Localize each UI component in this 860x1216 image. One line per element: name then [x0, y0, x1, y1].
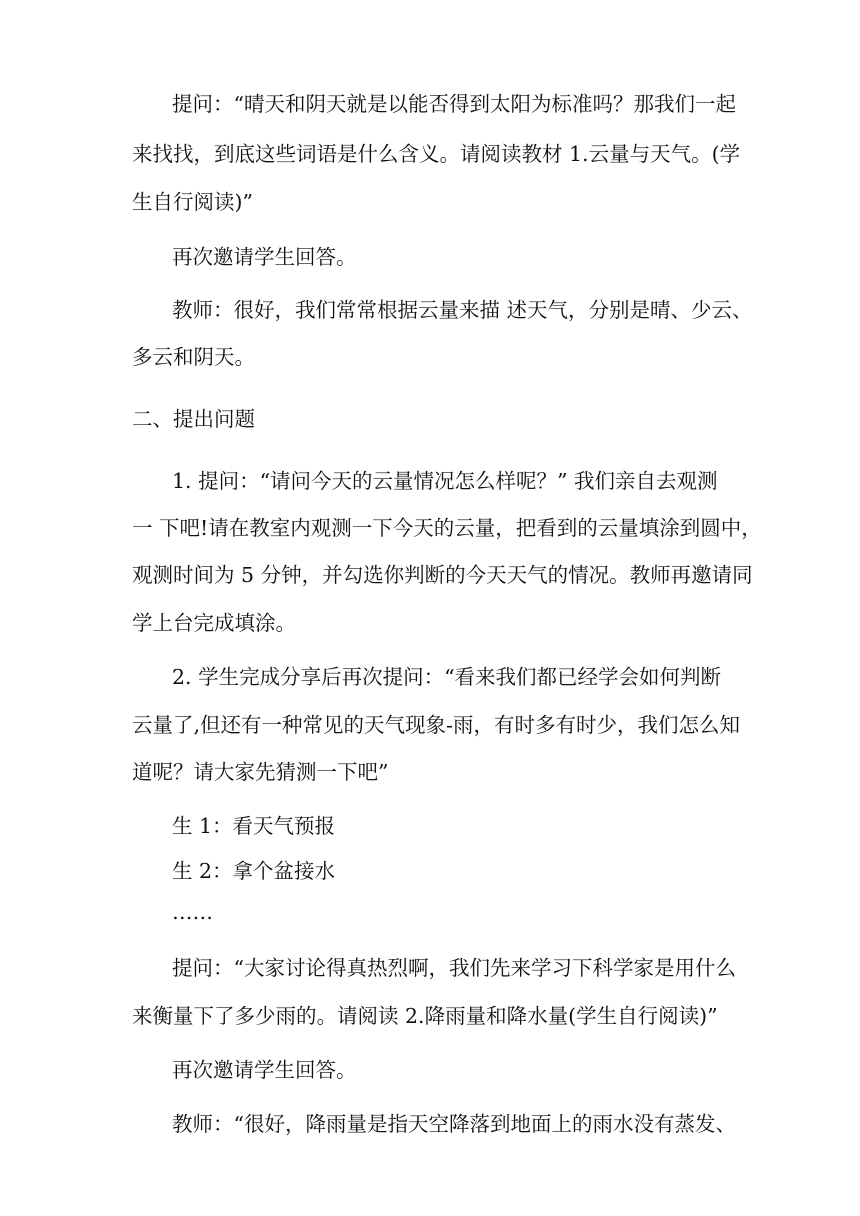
paragraph-line: 生 2：拿个盆接水: [172, 859, 336, 883]
paragraph-line: 学上台完成填涂。: [132, 611, 296, 635]
paragraph-line: 道呢？请大家先猜测一下吧”: [132, 760, 389, 784]
paragraph-line: 多云和阴天。: [132, 345, 255, 369]
ellipsis-line: ……: [172, 900, 213, 924]
paragraph-line: 教师：很好，我们常常根据云量来描 述天气，分别是晴、少云、: [172, 298, 753, 322]
paragraph-line: 来衡量下了多少雨的。请阅读 2.降雨量和降水量(学生自行阅读)”: [132, 1004, 718, 1028]
paragraph-line: 2. 学生完成分享后再次提问：“看来我们都已经学会如何判断: [172, 665, 722, 689]
section-heading: 二、提出问题: [132, 407, 255, 431]
paragraph-line: 观测时间为 5 分钟，并勾选你判断的今天天气的情况。教师再邀请同: [132, 563, 753, 587]
paragraph-line: 生自行阅读)”: [132, 190, 253, 214]
paragraph-line: 提问：“大家讨论得真热烈啊，我们先来学习下科学家是用什么: [172, 956, 736, 980]
paragraph-line: 生 1：看天气预报: [172, 814, 336, 838]
paragraph-line: 提问：“晴天和阴天就是以能否得到太阳为标准吗？那我们一起: [172, 92, 736, 116]
paragraph-line: 再次邀请学生回答。: [172, 245, 357, 269]
paragraph-line: 教师：“很好，降雨量是指天空降落到地面上的雨水没有蒸发、: [172, 1112, 736, 1136]
paragraph-line: 再次邀请学生回答。: [172, 1058, 357, 1082]
paragraph-line: 来找找，到底这些词语是什么含义。请阅读教材 1.云量与天气。(学: [132, 142, 741, 166]
paragraph-line: 云量了,但还有一种常见的天气现象-雨，有时多有时少，我们怎么知: [132, 713, 740, 737]
paragraph-line: 1. 提问：“请问今天的云量情况怎么样呢？” 我们亲自去观测: [172, 469, 718, 493]
paragraph-line: 一 下吧!请在教室内观测一下今天的云量，把看到的云量填涂到圆中，: [132, 516, 762, 540]
